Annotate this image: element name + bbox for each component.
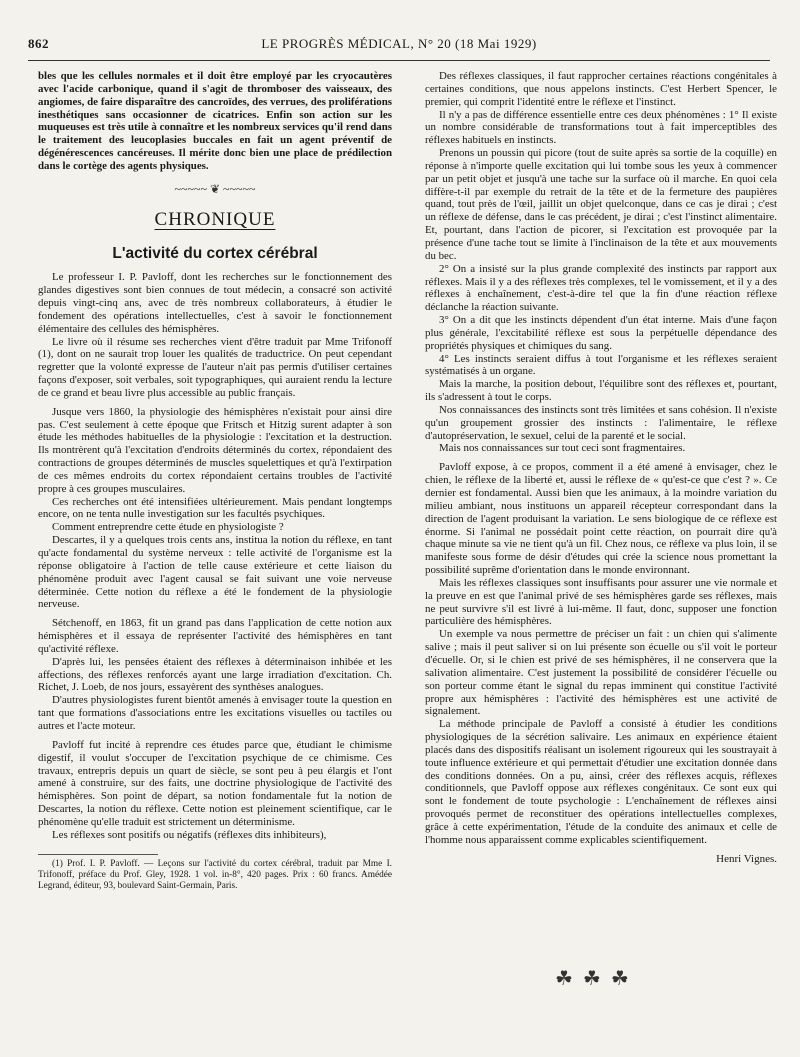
paragraph: La méthode principale de Pavloff a consisté à étudier les conditions physiologiques de la sécrétion salivaire. Les animaux en expérience étaient placés dans des dispositifs réalisant un isolement rigoureux qui les soustrayait à toute influence extérieure et qui permettait d'étudier une excitation donnée dans des conditions données. On a pu, ainsi, créer des réflexes acquis, réflexes conditionnels, que Pavloff oppose aux réflexes congénitaux. Ce sont eux qui sont le fondement de toute psychologie : L'enchaînement de réflexes ainsi provoqués permet de reconstituer des opérations intellectuelles complexes, grâce à cette expérimentation, l'étude de la conduite des animaux et celle de l'homme nous apparaissent comme explicables scientifiquement.: [425, 718, 777, 846]
paragraph: Un exemple va nous permettre de préciser un fait : un chien qui s'alimente salive ; mais il peut saliver si on lui présente son écuelle ou s'il voit le porteur d'écuelle. Or, si le chien est privé de ses hémisphères, il ne conservera que la salivation alimentaire. C'est justement la possibilité de considérer l'écuelle ou son porteur comme étant le signal du repas imminent qui constitue l'activité propre aux hémisphères : l'activité des hémisphères est une activité de signalement.: [425, 628, 777, 718]
paragraph: Mais nos connaissances sur tout ceci sont fragmentaires.: [439, 442, 686, 455]
paragraph: Pavloff fut incité à reprendre ces études parce que, étudiant le chimisme digestif, il voulut s'occuper de l'excitation psychique de ce chimisme. Ces travaux, entrepris depuis un quart de siècle, se sont peu à peu élargis et l'ont amené à construire, sur des faits, une doctrine physiologique de l'activité des hémisphères. Son point de départ, sa notion fondamentale fut la notion de Descartes, la notion du réflexe. Cette notion est pleinement scientifique, car le phénomène qu'elle traduit est strictement un déterminisme.: [38, 738, 392, 828]
author-signature: Henri Vignes.: [716, 852, 777, 865]
paragraph: 4° Les instincts seraient diffus à tout l'organisme et les réflexes seraient systématisés à un organe.: [425, 352, 777, 378]
page-number: 862: [28, 36, 49, 51]
paragraph: 2° On a insisté sur la plus grande complexité des instincts par rapport aux réflexes. Mais il y a des réflexes très complexes, tel le vomissement, et il y a des réflexes à enchaînement, c'est-à-dire tel que la fin d'une réaction réflexe déclanche la réaction suivante.: [425, 262, 777, 314]
paragraph: Nos connaissances des instincts sont très limitées et sans cohésion. Il n'existe qu'un groupement grossier des instincts : l'alimentaire, le réflexe d'autopréservation, le sexuel, celui de la parenté et le social.: [425, 403, 777, 442]
footnote: (1) Prof. I. P. Pavloff. — Leçons sur l'activité du cortex cérébral, traduit par Mme I. Trifonoff, préface du Prof. Gley, 1928. 1 vol. in-8°, 420 pages. Prix : 60 francs. Amédée Legrand, éditeur, 93, boulevard Saint-Germain, Paris.: [38, 858, 392, 891]
paragraph: Prenons un poussin qui picore (tout de suite après sa sortie de la coquille) en réponse à n'importe quelle excitation qui lui tombe sous les yeux à commencer par un petit objet et jusqu'à une tache sur la surface où il marche. En quoi cela diffère-t-il par exemple du retrait de la tête et de la fermeture des paupières quand, tout près de l'œil, jaillit un objet quelconque, dans ce cas je dirai ; c'est un réflexe de défense, dans le cas précédent, je dirai ; c'est l'instinct alimentaire. Et, pourtant, dans l'action de picorer, si l'excitation est provoquée par la présence d'une tache tout se limite à l'inclinaison de la tête et aux mouvements du bec.: [425, 147, 777, 262]
paragraph: Comment entreprendre cette étude en physiologiste ?: [52, 521, 284, 534]
paragraph: Il n'y a pas de différence essentielle entre ces deux phénomènes : 1° Il existe un nombre considérable de transformations tout à fait imperceptibles des réflexes habituels en instincts.: [425, 108, 777, 147]
paragraph: Le livre où il résume ses recherches vient d'être traduit par Mme Trifonoff (1), dont on ne saurait trop louer les qualités de traductrice. On peut cependant regretter que la volonté expresse de l'auteur n'ait pas permis d'utiliser certaines façons d'exposer, soit verbales, soit typographiques, qui auraient rendu la lecture de ce grand et beau livre plus accessible au public français.: [38, 335, 392, 399]
running-title: LE PROGRÈS MÉDICAL, N° 20 (18 Mai 1929): [261, 36, 537, 51]
paragraph: D'après lui, les pensées étaient des réflexes à déterminaison inhibée et les affections, des réflexes renforcés ayant une large irradiation d'excitation. Ch. Richet, J. Loeb, de nos jours, essayèrent des synthèses analogues.: [38, 655, 392, 694]
paragraph: Mais la marche, la position debout, l'équilibre sont des réflexes et, pourtant, ils s'adressent à tout le corps.: [425, 378, 777, 404]
page-header: [28, 36, 770, 54]
paragraph: D'autres physiologistes furent bientôt amenés à envisager toute la question en tant que formations d'associations entre les excitations visuelles ou tactiles ou autres et l'acte moteur.: [38, 694, 392, 732]
paragraph: Descartes, il y a quelques trois cents ans, institua la notion du réflexe, en tant qu'acte fondamental du système nerveux : telle activité de l'organisme est la réponse obligatoire à l'action de telle cause extérieure et cette liaison du phénomène produit avec l'agent causal se fait suivant une voie nerveuse déterminée. Cette notion du réflexe a été le fondement de la physiologie nerveuse.: [38, 534, 392, 611]
section-flourish: ~~~~~ ❦ ~~~~~: [174, 181, 256, 196]
left-paragraph-continued: bles que les cellules normales et il doit être employé par les cryocautères avec l'acide carbonique, quand il s'agit de thromboser des vaisseaux, des angiomes, de faire disparaître des cancroïdes, des verrues, des proliférations inesthétiques sans occasionner de cicatrices. Enfin son action sur les muqueuses est très utile à connaître et les nombreux services qu'il rend dans le traitement des leucoplasies buccales en fait un agent préventif de dégénérescences cancéreuses. Il mérite donc bien une place de prédilection dans le cortège des agents physiques.: [38, 70, 392, 172]
right-column: [425, 70, 777, 865]
left-column: [38, 70, 392, 892]
paragraph: Jusque vers 1860, la physiologie des hémisphères n'existait pour ainsi dire pas. C'est seulement à cette époque que Fritsch et Hitzig surent adapter à son étude les méthodes habituelles de la physiologie : l'excitation et la destruction. Ils montrèrent qu'à l'excitation d'endroits déterminés du cortex, répondaient des contractions de groupes déterminés de muscles squelettiques et qu'à l'extirpation de ces mêmes endroits du cortex répondaient certains troubles de l'activité propre à ces groupes musculaires.: [38, 405, 392, 495]
article-title: L'activité du cortex cérébral: [112, 245, 318, 263]
clover-ornament-icon: ☘☘☘: [555, 968, 639, 990]
paragraph: Le professeur I. P. Pavloff, dont les recherches sur le fonctionnement des glandes digestives sont bien connues de tout médecin, a consacré son activité depuis vingt-cinq ans, avec de très nombreux collaborateurs, à étudier le fondement des opérations intellectuelles, c'est à savoir le fonctionnement élémentaire des cellules des hémisphères.: [38, 271, 392, 335]
section-title: CHRONIQUE: [154, 208, 276, 230]
footnote-rule: [38, 854, 158, 855]
paragraph: Pavloff expose, à ce propos, comment il a été amené à envisager, chez le chien, le réflexe de la liberté et, aussi le réflexe de « qu'est-ce que c'est ? ». Ce dernier est fondamental. Aussi bien que les animaux, à la moindre variation du milieu ambiant, nous instituons un appareil récepteur correspondant dans la direction de l'agent produisant la variation. Le sens biologique de ce réflexe est énorme. Si l'animal ne possédait point cette réaction, on pourrait dire qu'à chaque minute sa vie ne tient qu'à un fil. Chez nous, ce réflexe va plus loin, il se manifeste sous forme de désir d'études qui crée la science nous promettant la possibilité suprême d'orientation dans le monde environnant.: [425, 461, 777, 577]
paragraph: Mais les réflexes classiques sont insuffisants pour assurer une vie normale et la preuve en est que l'animal privé de ses hémisphères garde ses réflexes, mais ne peut survivre s'il est livré à lui-même. Il faut, donc, supposer une fonction particulière des hémisphères.: [425, 576, 777, 628]
paragraph: 3° On a dit que les instincts dépendent d'un état interne. Mais d'une façon plus générale, l'excitabilité réflexe est sous la perpétuelle dépendance des propriétés physiques et chimiques du sang.: [425, 314, 777, 352]
paragraph: Les réflexes sont positifs ou négatifs (réflexes dits inhibiteurs),: [52, 828, 327, 841]
paragraph: Sétchenoff, en 1863, fit un grand pas dans l'application de cette notion aux hémisphères et il essaya de représenter l'activité des hémisphères en tant qu'activité réflexe.: [38, 617, 392, 655]
header-rule: [28, 60, 770, 61]
paragraph: Ces recherches ont été intensifiées ultérieurement. Mais pendant longtemps encore, on ne tenta nulle investigation sur les facultés psychiques.: [38, 495, 392, 521]
paragraph: Des réflexes classiques, il faut rapprocher certaines réactions congénitales à certaines conditions, que nous appelons instincts. C'est Herbert Spencer, le premier, qui comprit l'identité entre le réflexe et l'instinct.: [425, 70, 777, 108]
